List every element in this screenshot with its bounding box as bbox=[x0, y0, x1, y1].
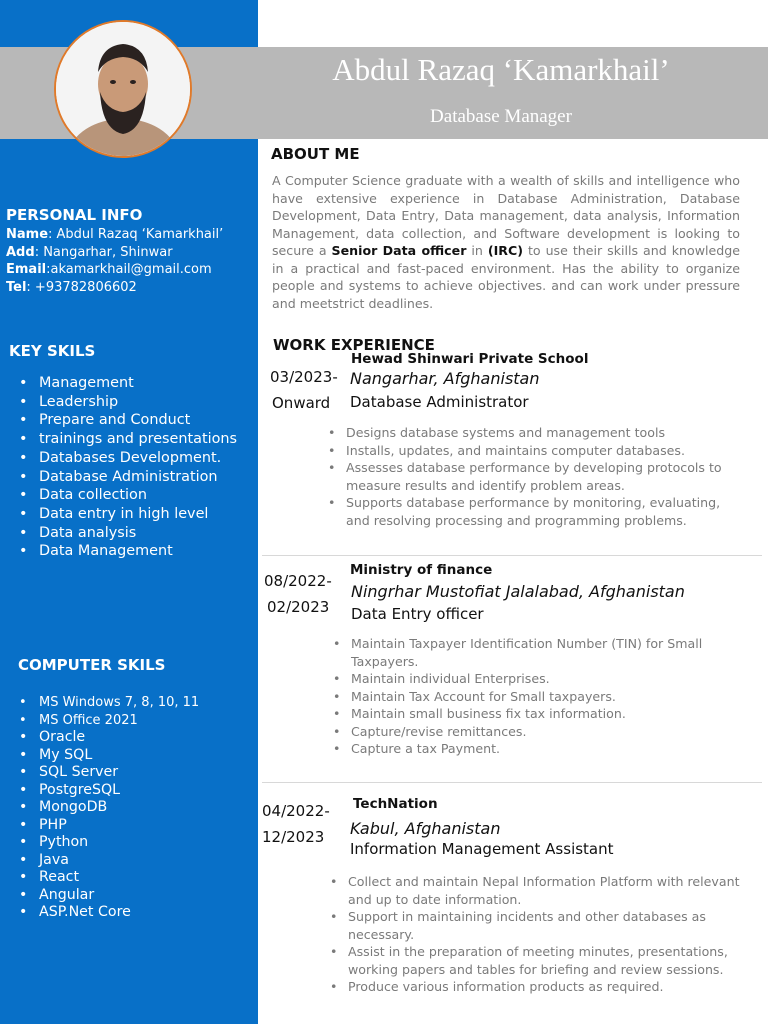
computer-skill-item: • React bbox=[17, 869, 199, 887]
candidate-title: Database Manager bbox=[430, 106, 572, 127]
duty-item: • Maintain Tax Account for Small taxpayers. bbox=[327, 688, 741, 706]
about-target-org: (IRC) bbox=[487, 243, 523, 258]
address-label: Add bbox=[6, 244, 35, 260]
about-text bbox=[272, 172, 740, 312]
job-position: Database Administrator bbox=[350, 393, 529, 411]
job-divider bbox=[262, 782, 762, 783]
tel-value: : +93782806602 bbox=[26, 279, 137, 295]
work-experience-heading: WORK EXPERIENCE bbox=[273, 336, 435, 354]
computer-skill-item: • ASP.Net Core bbox=[17, 904, 199, 922]
computer-skills-heading: COMPUTER SKILS bbox=[18, 656, 166, 674]
info-email-row bbox=[6, 261, 223, 279]
job-duties bbox=[324, 873, 746, 996]
job-organization: Ministry of finance bbox=[350, 562, 493, 578]
job-duties bbox=[327, 635, 741, 758]
key-skill-item: • trainings and presentations bbox=[17, 430, 237, 449]
job-duties bbox=[322, 424, 742, 529]
job-date-end: 02/2023 bbox=[267, 598, 330, 616]
job-date-end: Onward bbox=[272, 394, 331, 412]
computer-skill-item: • Angular bbox=[17, 887, 199, 905]
info-address-row bbox=[6, 244, 223, 262]
about-text-part: in bbox=[466, 243, 488, 258]
duty-item: • Maintain small business fix tax information. bbox=[327, 705, 741, 723]
info-tel-row bbox=[6, 279, 223, 297]
job-organization: Hewad Shinwari Private School bbox=[351, 351, 589, 367]
email-value[interactable]: :akamarkhail@gmail.com bbox=[46, 262, 212, 277]
key-skill-item: • Prepare and Conduct bbox=[17, 411, 237, 430]
tel-label: Tel bbox=[6, 279, 27, 295]
name-value: : Abdul Razaq ‘Kamarkhail’ bbox=[48, 227, 224, 242]
job-location: Nangarhar, Afghanistan bbox=[350, 369, 540, 388]
job-dates bbox=[270, 364, 338, 416]
computer-skill-item: • My SQL bbox=[17, 747, 199, 765]
key-skill-item: • Data analysis bbox=[17, 524, 237, 543]
computer-skill-item: • Oracle bbox=[17, 729, 199, 747]
duty-item: • Assist in the preparation of meeting minutes, presentations, working papers and tables for briefing and review sessions. bbox=[324, 943, 746, 978]
profile-photo bbox=[56, 22, 190, 156]
job-date-start: 08/2022- bbox=[264, 572, 332, 590]
key-skill-item: • Leadership bbox=[17, 393, 237, 412]
duty-item: • Assesses database performance by developing protocols to measure results and identify problem areas. bbox=[322, 459, 742, 494]
key-skill-item: • Data Management bbox=[17, 542, 237, 561]
key-skill-item: • Data collection bbox=[17, 486, 237, 505]
personal-info-heading: PERSONAL INFO bbox=[6, 206, 143, 224]
computer-skill-item: • SQL Server bbox=[17, 764, 199, 782]
job-divider bbox=[262, 555, 762, 556]
duty-item: • Designs database systems and management tools bbox=[322, 424, 742, 442]
job-dates bbox=[262, 798, 330, 850]
personal-info bbox=[6, 226, 223, 296]
about-text-part: to use their skills and knowledge in a practical and fast-paced environment. Has the ability to organize people and systems to achieve objectives. and can work under pressure and meetstrict deadlines. bbox=[272, 243, 740, 311]
duty-item: • Capture/revise remittances. bbox=[327, 723, 741, 741]
computer-skills-list bbox=[17, 694, 199, 922]
key-skills-list bbox=[17, 374, 237, 561]
duty-item: • Support in maintaining incidents and other databases as necessary. bbox=[324, 908, 746, 943]
duty-item: • Supports database performance by monitoring, evaluating, and resolving processing and programming problems. bbox=[322, 494, 742, 529]
key-skill-item: • Data entry in high level bbox=[17, 505, 237, 524]
name-label: Name bbox=[6, 227, 49, 242]
avatar bbox=[54, 20, 192, 158]
email-label: Email bbox=[6, 262, 47, 277]
duty-item: • Capture a tax Payment. bbox=[327, 740, 741, 758]
job-dates bbox=[264, 568, 332, 620]
computer-skill-item: • MongoDB bbox=[17, 799, 199, 817]
job-position: Data Entry officer bbox=[351, 605, 484, 623]
duty-item: • Maintain Taxpayer Identification Number (TIN) for Small Taxpayers. bbox=[327, 635, 741, 670]
job-position: Information Management Assistant bbox=[350, 840, 614, 858]
duty-item: • Maintain individual Enterprises. bbox=[327, 670, 741, 688]
duty-item: • Produce various information products as required. bbox=[324, 978, 746, 996]
computer-skill-item: • Python bbox=[17, 834, 199, 852]
key-skills-heading: KEY SKILS bbox=[9, 342, 96, 360]
about-heading: ABOUT ME bbox=[271, 145, 360, 163]
about-text-part: A Computer Science graduate with a wealth of skills and intelligence who have extensive experience in Database Administration, Database Development, Data Entry, Data management, data analysis, Information Management, data collection, and Software development is looking to secure a bbox=[272, 173, 740, 258]
duty-item: • Collect and maintain Nepal Information Platform with relevant and up to date information. bbox=[324, 873, 746, 908]
job-date-start: 03/2023- bbox=[270, 368, 338, 386]
candidate-name: Abdul Razaq ‘Kamarkhail’ bbox=[332, 52, 670, 87]
key-skill-item: • Databases Development. bbox=[17, 449, 237, 468]
computer-skill-item: • PostgreSQL bbox=[17, 782, 199, 800]
computer-skill-item: • Java bbox=[17, 852, 199, 870]
job-date-start: 04/2022- bbox=[262, 802, 330, 820]
computer-skill-item: • PHP bbox=[17, 817, 199, 835]
duty-item: • Installs, updates, and maintains computer databases. bbox=[322, 442, 742, 460]
computer-skill-item: • MS Windows 7, 8, 10, 11 bbox=[17, 694, 199, 712]
key-skill-item: • Database Administration bbox=[17, 468, 237, 487]
computer-skill-item: • MS Office 2021 bbox=[17, 712, 199, 730]
job-location: Ningrhar Mustofiat Jalalabad, Afghanistan bbox=[351, 582, 685, 601]
info-name-row bbox=[6, 226, 223, 244]
job-organization: TechNation bbox=[353, 796, 438, 812]
about-target-role: Senior Data officer bbox=[331, 243, 467, 258]
key-skill-item: • Management bbox=[17, 374, 237, 393]
address-value: : Nangarhar, Shinwar bbox=[34, 244, 173, 260]
job-location: Kabul, Afghanistan bbox=[350, 819, 501, 838]
job-date-end: 12/2023 bbox=[262, 828, 325, 846]
